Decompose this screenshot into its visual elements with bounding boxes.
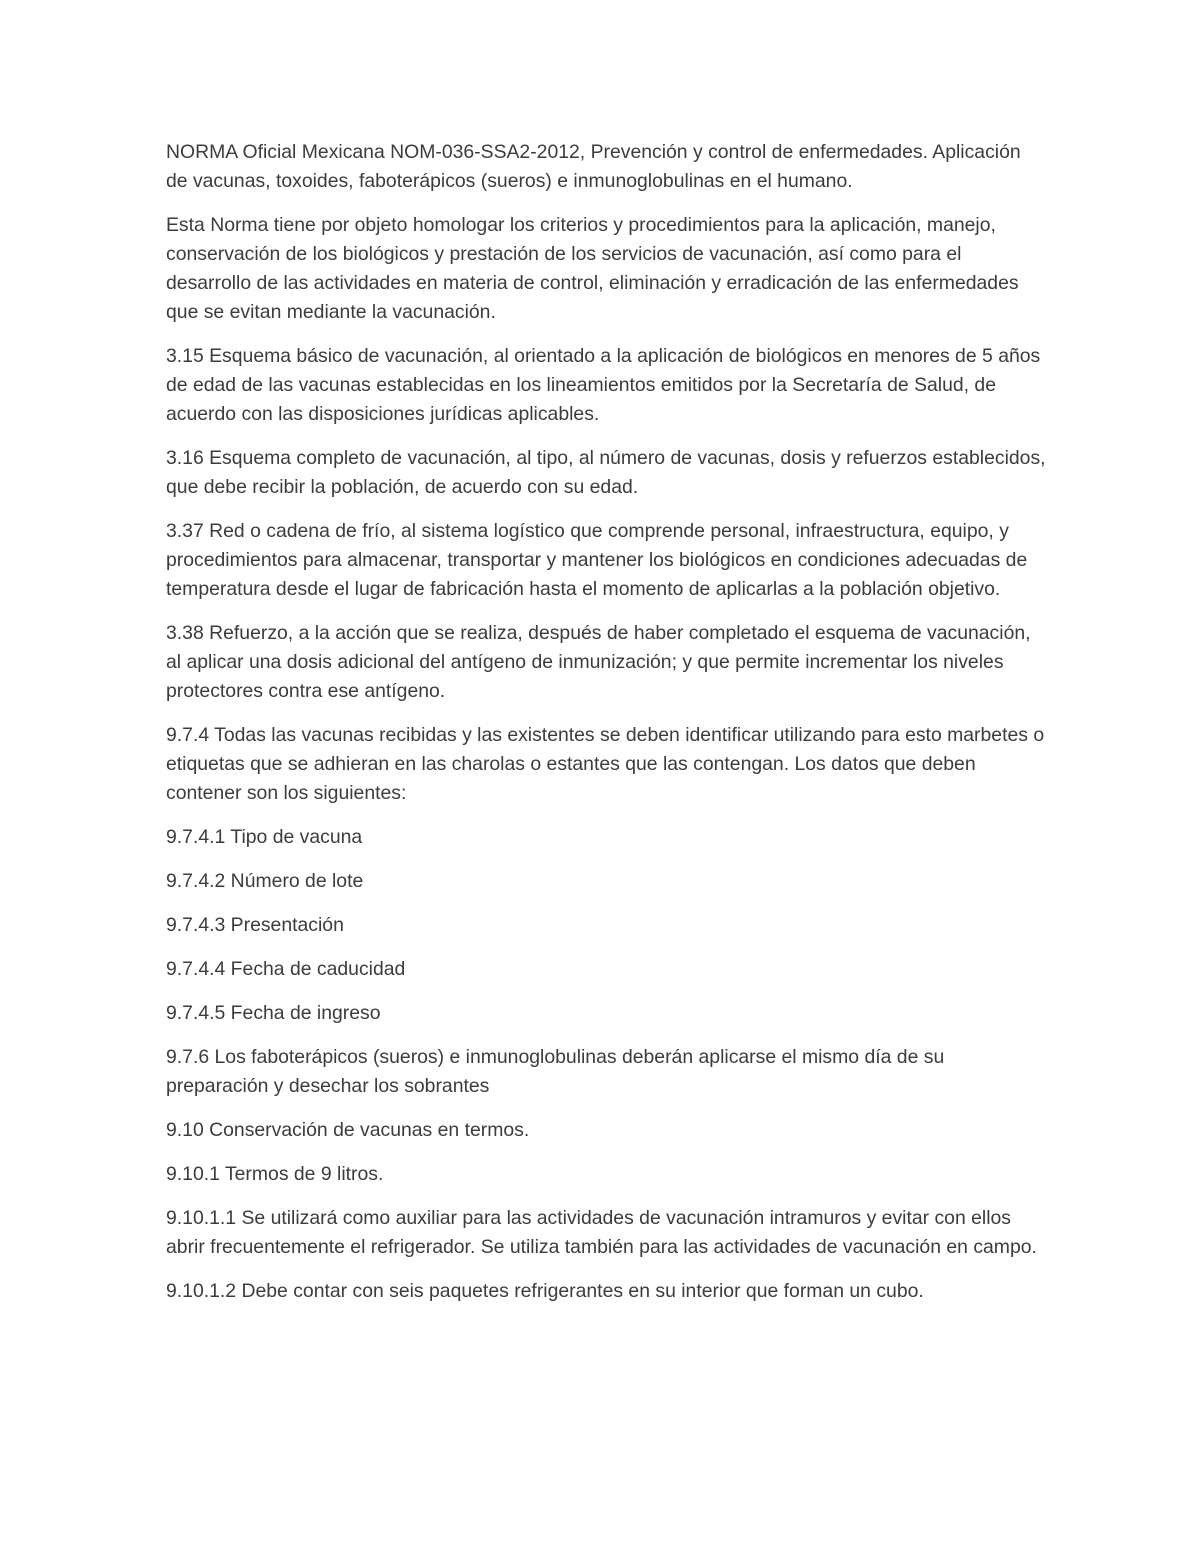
item-9-7-4-2: 9.7.4.2 Número de lote (166, 870, 364, 892)
definition-3-16: 3.16 Esquema completo de vacunación, al tipo, al número de vacunas, dosis y refuerzos establecidos, que debe recibir la población, de acuerdo con su edad. (166, 447, 1046, 498)
objective-paragraph: Esta Norma tiene por objeto homologar los criterios y procedimientos para la aplicación, manejo, conservación de los biológicos y prestación de los servicios de vacunación, así como para el desarrollo de las actividades en materia de control, eliminación y erradicación de las enfermedades que se evitan mediante la vacunación. (166, 214, 1019, 323)
title-paragraph: NORMA Oficial Mexicana NOM-036-SSA2-2012, Prevención y control de enfermedades. Aplicación de vacunas, toxoides, faboterápicos (sueros) e inmunoglobulinas en el humano. (166, 141, 1021, 192)
section-9-10: 9.10 Conservación de vacunas en termos. (166, 1119, 530, 1141)
item-9-7-4-3: 9.7.4.3 Presentación (166, 914, 344, 936)
definition-3-37: 3.37 Red o cadena de frío, al sistema logístico que comprende personal, infraestructura, equipo, y procedimientos para almacenar, transportar y mantener los biológicos en condiciones adecuadas de temperatura desde el lugar de fabricación hasta el momento de aplicarlas a la población objetivo. (166, 520, 1028, 600)
section-9-7-6: 9.7.6 Los faboterápicos (sueros) e inmunoglobulinas deberán aplicarse el mismo día de su preparación y desechar los sobrantes (166, 1046, 945, 1097)
section-9-10-1-2: 9.10.1.2 Debe contar con seis paquetes refrigerantes en su interior que forman un cubo. (166, 1280, 924, 1302)
section-9-10-1-1: 9.10.1.1 Se utilizará como auxiliar para las actividades de vacunación intramuros y evitar con ellos abrir frecuentemente el refrigerador. Se utiliza también para las actividades de vacunación en campo. (166, 1207, 1037, 1258)
section-9-7-4: 9.7.4 Todas las vacunas recibidas y las existentes se deben identificar utilizando para esto marbetes o etiquetas que se adhieran en las charolas o estantes que las contengan. Los datos que deben contener son los siguientes: (166, 724, 1045, 804)
definition-3-15: 3.15 Esquema básico de vacunación, al orientado a la aplicación de biológicos en menores de 5 años de edad de las vacunas establecidas en los lineamientos emitidos por la Secretaría de Salud, de acuerdo con las disposiciones jurídicas aplicables. (166, 345, 1041, 425)
item-9-7-4-5: 9.7.4.5 Fecha de ingreso (166, 1002, 381, 1024)
item-9-7-4-1: 9.7.4.1 Tipo de vacuna (166, 826, 363, 848)
item-9-7-4-4: 9.7.4.4 Fecha de caducidad (166, 958, 406, 980)
definition-3-38: 3.38 Refuerzo, a la acción que se realiza, después de haber completado el esquema de vacunación, al aplicar una dosis adicional del antígeno de inmunización; y que permite incrementar los niveles protectores contra ese antígeno. (166, 622, 1031, 702)
section-9-10-1: 9.10.1 Termos de 9 litros. (166, 1163, 384, 1185)
document-body (166, 138, 1046, 1321)
